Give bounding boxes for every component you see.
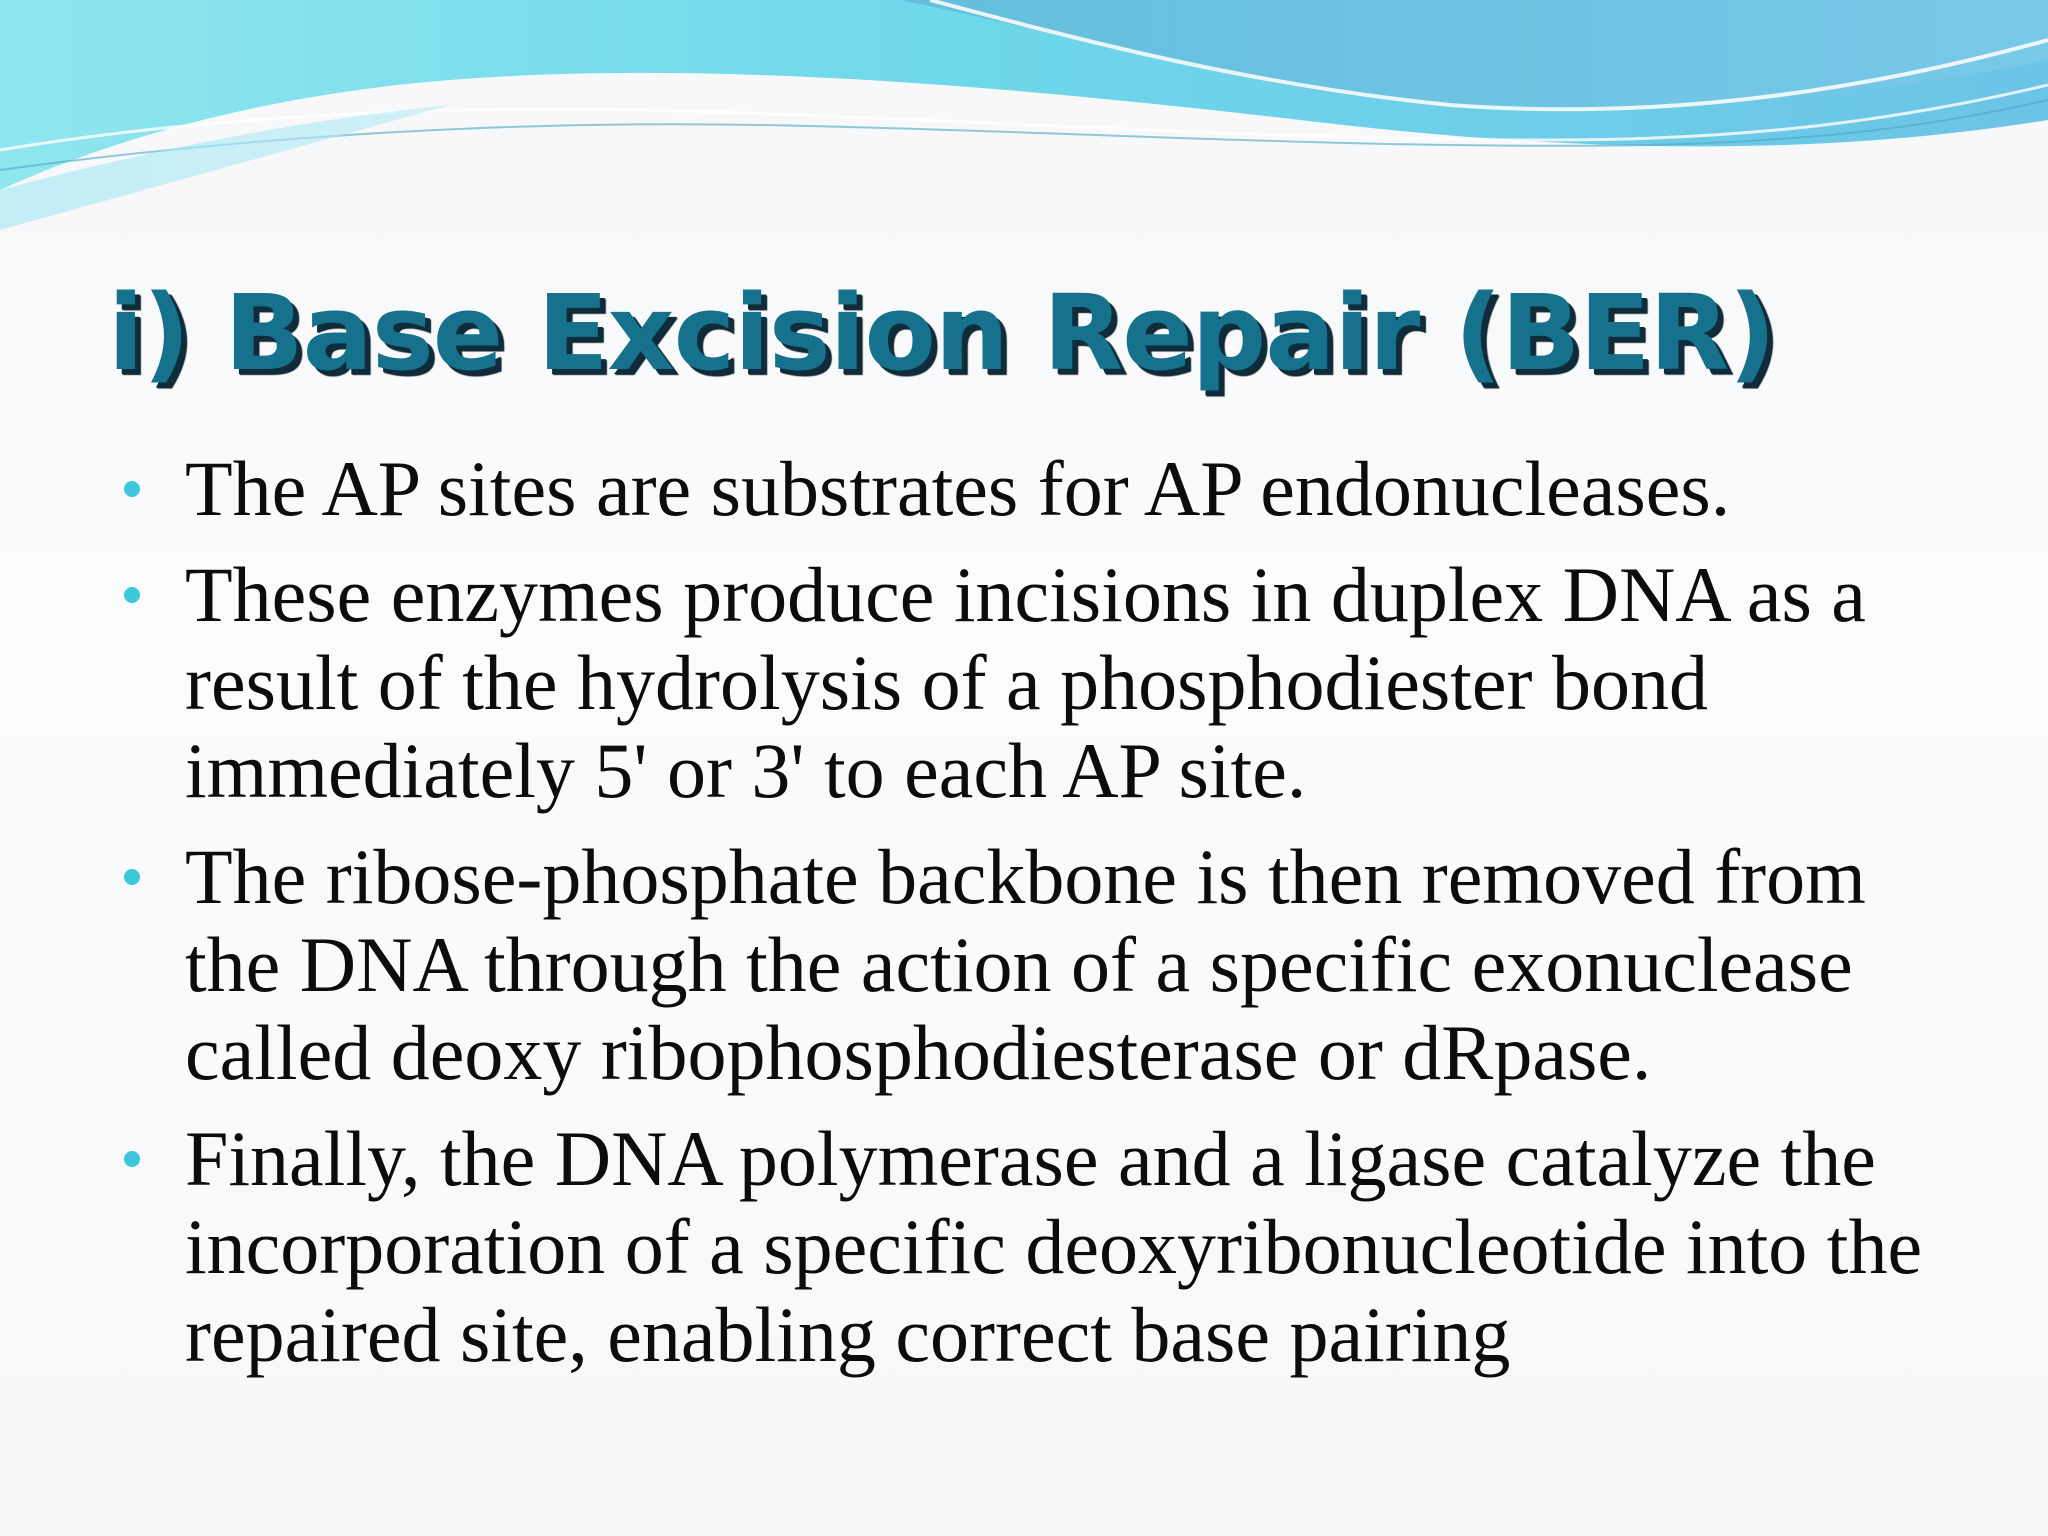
bullet-item [122,445,1942,533]
bullet-text: Finally, the DNA polymerase and a ligase catalyze the incorporation of a specific deoxyribonucleotide into the repaired site, enabling correct base pairing [185,1115,1923,1378]
bullet-item [122,833,1942,1097]
bullet-dot-icon [124,1151,140,1167]
bullet-text: The AP sites are substrates for AP endonucleases. [185,445,1731,532]
bullet-text: These enzymes produce incisions in duplex DNA as a result of the hydrolysis of a phosphodiester bond immediately 5' or 3' to each AP site. [185,551,1866,814]
slide-title: i) Base Excision Repair (BER) [108,272,1775,394]
bullet-item [122,551,1942,815]
bullet-dot-icon [124,481,140,497]
header-wave-decoration [0,0,2048,260]
bullet-dot-icon [124,869,140,885]
bullet-dot-icon [124,587,140,603]
bullet-item [122,1115,1942,1379]
bullet-text: The ribose-phosphate backbone is then removed from the DNA through the action of a specific exonuclease called deoxy ribophosphodiesterase or dRpase. [185,833,1866,1096]
bullet-list [122,445,1942,1397]
